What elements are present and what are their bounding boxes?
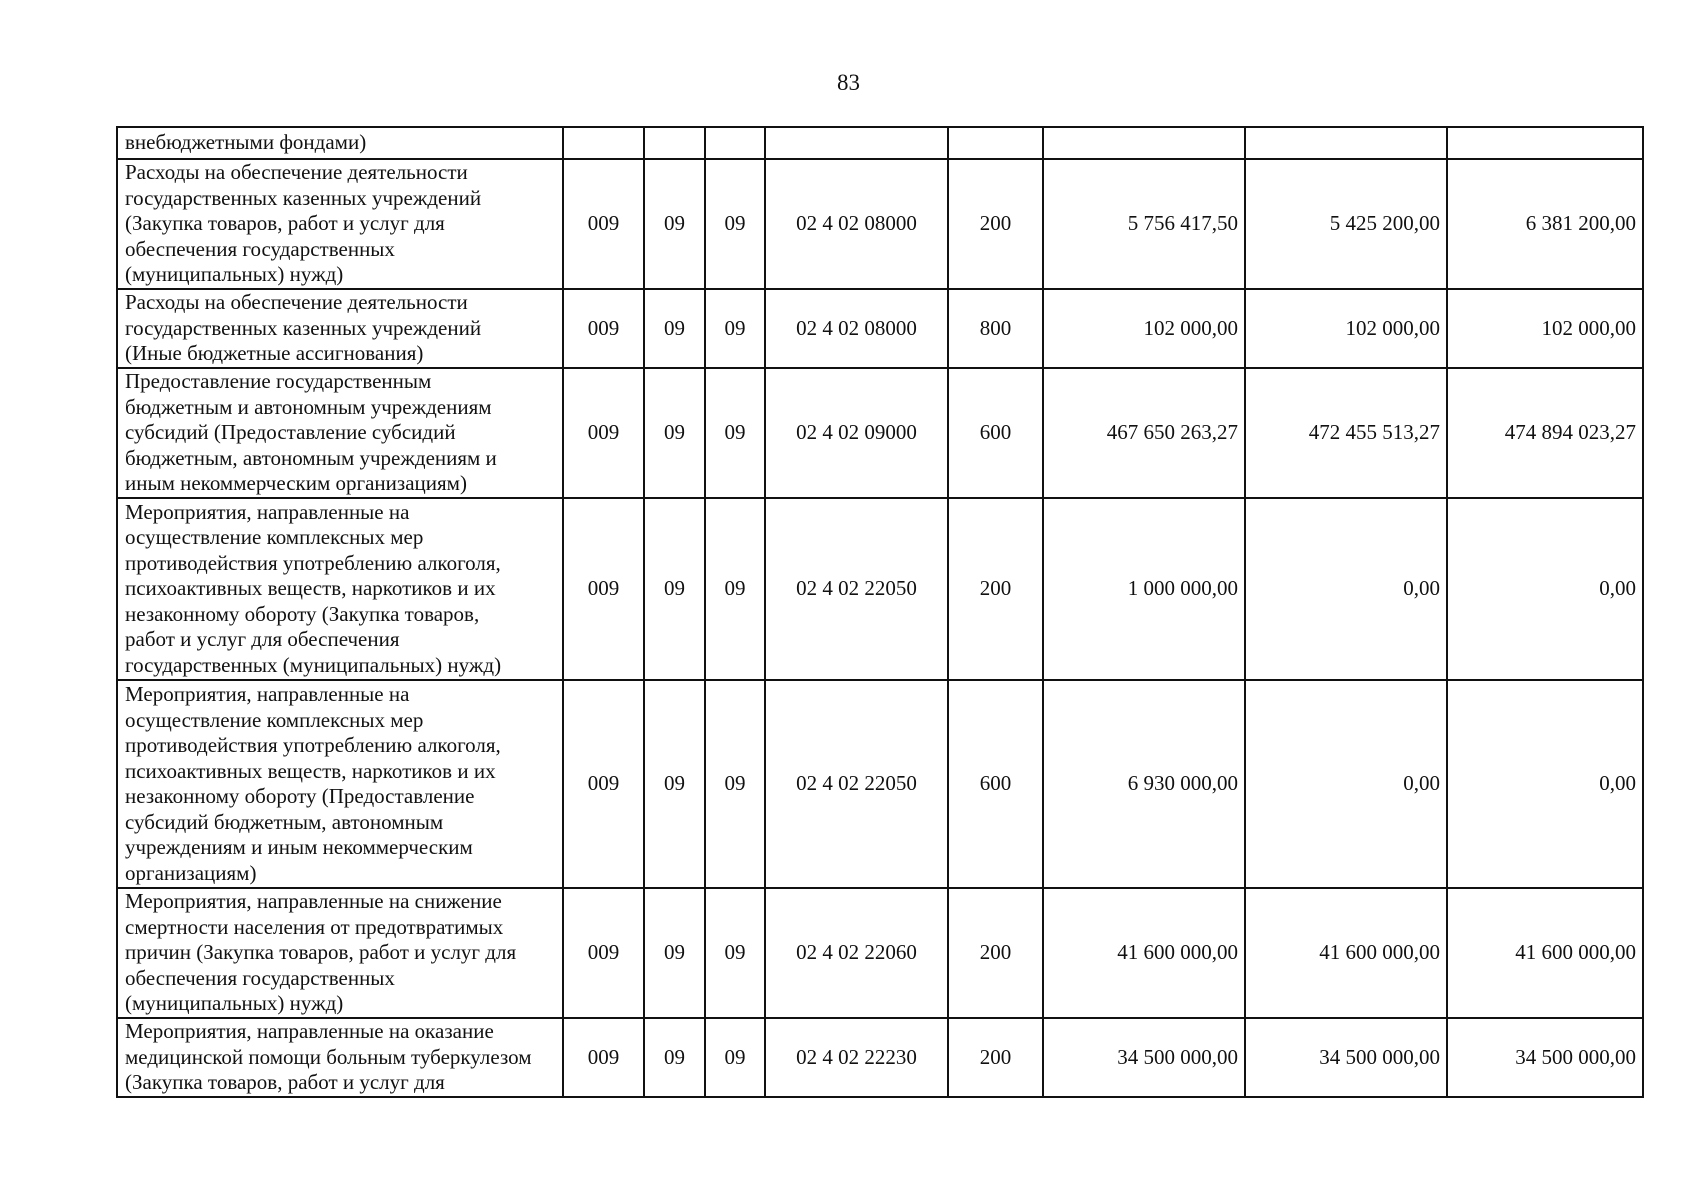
vr-cell: 800 [948, 289, 1043, 368]
ved-cell: 009 [563, 289, 644, 368]
budget-table [116, 126, 1644, 1098]
amount-1-cell: 6 930 000,00 [1043, 680, 1245, 888]
csr-cell [765, 127, 948, 159]
description-cell: Мероприятия, направленные на оказание медицинской помощи больным туберкулезом (Закупка товаров, работ и услуг для [117, 1018, 563, 1097]
vr-cell: 200 [948, 1018, 1043, 1097]
rz-cell: 09 [644, 159, 705, 289]
table-row [117, 159, 1643, 289]
rz-cell: 09 [644, 680, 705, 888]
description-cell: Предоставление государственным бюджетным и автономным учреждениям субсидий (Предоставление субсидий бюджетным, автономным учреждениям и иным некоммерческим организациям) [117, 368, 563, 498]
amount-2-cell: 0,00 [1245, 498, 1447, 680]
vr-cell: 200 [948, 159, 1043, 289]
vr-cell [948, 127, 1043, 159]
amount-1-cell: 5 756 417,50 [1043, 159, 1245, 289]
rz-cell: 09 [644, 289, 705, 368]
table-row [117, 289, 1643, 368]
rz-cell: 09 [644, 368, 705, 498]
ved-cell: 009 [563, 498, 644, 680]
description-cell: Мероприятия, направленные на осуществление комплексных мер противодействия употреблению алкоголя, психоактивных веществ, наркотиков и их незаконному обороту (Предоставление субсидий бюджетным, автономным учреждениям и иным некоммерческим организациям) [117, 680, 563, 888]
amount-3-cell [1447, 127, 1643, 159]
ved-cell [563, 127, 644, 159]
table-row [117, 1018, 1643, 1097]
table-row [117, 498, 1643, 680]
rz-cell: 09 [644, 498, 705, 680]
amount-3-cell: 41 600 000,00 [1447, 888, 1643, 1018]
description-cell: Расходы на обеспечение деятельности государственных казенных учреждений (Иные бюджетные ассигнования) [117, 289, 563, 368]
csr-cell: 02 4 02 22060 [765, 888, 948, 1018]
pr-cell [705, 127, 765, 159]
table-row [117, 368, 1643, 498]
amount-2-cell: 472 455 513,27 [1245, 368, 1447, 498]
pr-cell: 09 [705, 289, 765, 368]
ved-cell: 009 [563, 368, 644, 498]
amount-3-cell: 474 894 023,27 [1447, 368, 1643, 498]
amount-1-cell: 1 000 000,00 [1043, 498, 1245, 680]
csr-cell: 02 4 02 22050 [765, 680, 948, 888]
table-row [117, 680, 1643, 888]
csr-cell: 02 4 02 22230 [765, 1018, 948, 1097]
amount-2-cell: 34 500 000,00 [1245, 1018, 1447, 1097]
pr-cell: 09 [705, 888, 765, 1018]
amount-3-cell: 34 500 000,00 [1447, 1018, 1643, 1097]
amount-3-cell: 6 381 200,00 [1447, 159, 1643, 289]
amount-2-cell: 5 425 200,00 [1245, 159, 1447, 289]
amount-3-cell: 102 000,00 [1447, 289, 1643, 368]
csr-cell: 02 4 02 22050 [765, 498, 948, 680]
ved-cell: 009 [563, 888, 644, 1018]
ved-cell: 009 [563, 159, 644, 289]
pr-cell: 09 [705, 1018, 765, 1097]
csr-cell: 02 4 02 09000 [765, 368, 948, 498]
description-cell: Мероприятия, направленные на осуществление комплексных мер противодействия употреблению алкоголя, психоактивных веществ, наркотиков и их незаконному обороту (Закупка товаров, работ и услуг для обеспечения государственных (муниципальных) нужд) [117, 498, 563, 680]
table-row [117, 888, 1643, 1018]
amount-2-cell: 102 000,00 [1245, 289, 1447, 368]
table-row [117, 127, 1643, 159]
vr-cell: 600 [948, 368, 1043, 498]
pr-cell: 09 [705, 498, 765, 680]
csr-cell: 02 4 02 08000 [765, 159, 948, 289]
amount-1-cell [1043, 127, 1245, 159]
amount-2-cell: 41 600 000,00 [1245, 888, 1447, 1018]
rz-cell: 09 [644, 888, 705, 1018]
description-cell: Расходы на обеспечение деятельности государственных казенных учреждений (Закупка товаров, работ и услуг для обеспечения государственных (муниципальных) нужд) [117, 159, 563, 289]
description-cell: внебюджетными фондами) [117, 127, 563, 159]
amount-2-cell: 0,00 [1245, 680, 1447, 888]
csr-cell: 02 4 02 08000 [765, 289, 948, 368]
pr-cell: 09 [705, 159, 765, 289]
ved-cell: 009 [563, 1018, 644, 1097]
rz-cell: 09 [644, 1018, 705, 1097]
amount-2-cell [1245, 127, 1447, 159]
amount-3-cell: 0,00 [1447, 680, 1643, 888]
pr-cell: 09 [705, 680, 765, 888]
vr-cell: 600 [948, 680, 1043, 888]
vr-cell: 200 [948, 498, 1043, 680]
amount-3-cell: 0,00 [1447, 498, 1643, 680]
vr-cell: 200 [948, 888, 1043, 1018]
page-number: 83 [837, 70, 860, 95]
rz-cell [644, 127, 705, 159]
description-cell: Мероприятия, направленные на снижение смертности населения от предотвратимых причин (Закупка товаров, работ и услуг для обеспечения государственных (муниципальных) нужд) [117, 888, 563, 1018]
ved-cell: 009 [563, 680, 644, 888]
amount-1-cell: 41 600 000,00 [1043, 888, 1245, 1018]
amount-1-cell: 467 650 263,27 [1043, 368, 1245, 498]
amount-1-cell: 102 000,00 [1043, 289, 1245, 368]
amount-1-cell: 34 500 000,00 [1043, 1018, 1245, 1097]
pr-cell: 09 [705, 368, 765, 498]
